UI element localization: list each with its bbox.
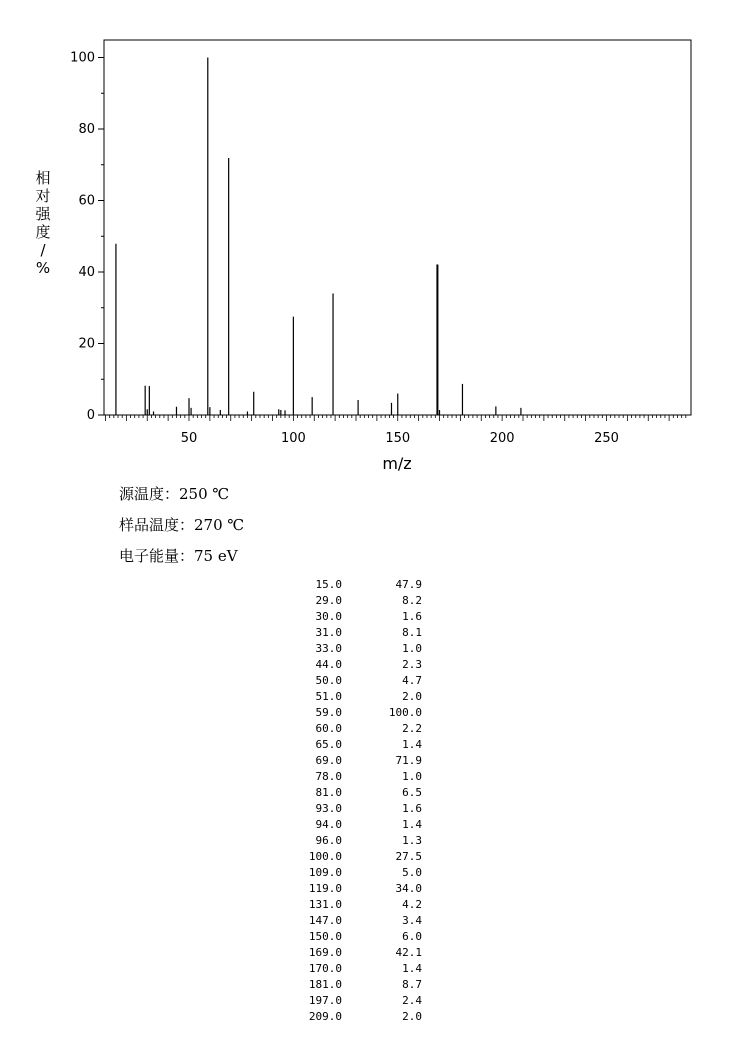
table-row — [270, 1009, 422, 1025]
plot-frame — [104, 40, 691, 415]
table-row — [270, 833, 422, 849]
source-temperature: 源温度：250 ℃ — [119, 485, 230, 503]
table-row — [270, 657, 422, 673]
x-tick-label: 250 — [594, 431, 619, 446]
mz-cell: 209.0 — [308, 1010, 342, 1023]
mz-cell: 59.0 — [315, 706, 342, 719]
table-row — [270, 705, 422, 721]
table-row — [270, 913, 422, 929]
x-tick-label: 50 — [180, 431, 198, 446]
y-tick-label: 80 — [78, 122, 95, 137]
intensity-cell: 1.4 — [402, 818, 422, 831]
mz-cell: 181.0 — [308, 978, 342, 991]
intensity-cell: 1.4 — [402, 962, 422, 975]
intensity-cell: 2.4 — [402, 994, 422, 1007]
intensity-cell: 6.5 — [402, 786, 422, 799]
y-tick-label: 0 — [86, 408, 95, 423]
table-row — [270, 929, 422, 945]
intensity-cell: 8.1 — [402, 626, 422, 639]
sample-temperature: 样品温度：270 ℃ — [119, 516, 245, 534]
mz-cell: 119.0 — [308, 882, 342, 895]
y-tick-label: 40 — [78, 265, 95, 280]
intensity-cell: 4.7 — [402, 674, 422, 687]
mz-cell: 44.0 — [315, 658, 342, 671]
y-axis-title: 相对强度/ % — [35, 169, 51, 277]
y-tick-label: 100 — [70, 50, 95, 66]
mz-cell: 197.0 — [308, 994, 342, 1007]
peak-bars — [116, 58, 521, 416]
intensity-cell: 3.4 — [402, 914, 422, 927]
table-row — [270, 801, 422, 817]
x-tick-label: 150 — [385, 431, 411, 446]
mz-cell: 150.0 — [308, 930, 342, 943]
table-row — [270, 673, 422, 689]
intensity-cell: 100.0 — [388, 706, 422, 719]
table-row — [270, 737, 422, 753]
table-row — [270, 817, 422, 833]
intensity-cell: 8.7 — [402, 978, 422, 991]
intensity-cell: 6.0 — [402, 930, 422, 943]
x-tick-label: 100 — [280, 431, 306, 446]
mass-spectrum-chart — [0, 0, 737, 480]
x-tick-label: 200 — [489, 431, 515, 446]
table-row — [270, 769, 422, 785]
table-row — [270, 625, 422, 641]
mz-cell: 69.0 — [315, 754, 342, 767]
mz-cell: 81.0 — [315, 786, 342, 799]
intensity-cell: 34.0 — [395, 882, 422, 895]
intensity-cell: 4.2 — [402, 898, 422, 911]
mz-cell: 65.0 — [315, 738, 342, 751]
x-axis — [106, 415, 686, 446]
intensity-cell: 5.0 — [402, 866, 422, 879]
table-row — [270, 721, 422, 737]
table-row — [270, 977, 422, 993]
y-tick-label: 20 — [78, 336, 95, 352]
mz-cell: 15.0 — [315, 578, 342, 591]
table-row — [270, 577, 422, 593]
intensity-cell: 1.0 — [402, 642, 422, 655]
intensity-cell: 2.3 — [402, 658, 422, 671]
table-row — [270, 945, 422, 961]
intensity-cell: 2.2 — [402, 722, 422, 735]
intensity-cell: 47.9 — [395, 578, 422, 591]
table-row — [270, 753, 422, 769]
mz-cell: 131.0 — [308, 898, 342, 911]
intensity-cell: 42.1 — [395, 946, 422, 959]
table-row — [270, 897, 422, 913]
mz-cell: 93.0 — [315, 802, 342, 815]
mz-cell: 170.0 — [308, 962, 342, 975]
y-tick-label: 60 — [78, 193, 95, 209]
table-row — [270, 593, 422, 609]
table-row — [270, 849, 422, 865]
mz-cell: 30.0 — [315, 610, 342, 623]
mz-cell: 78.0 — [315, 770, 342, 783]
electron-energy: 电子能量：75 eV — [119, 547, 238, 565]
intensity-cell: 1.6 — [402, 802, 422, 815]
mz-cell: 169.0 — [308, 946, 342, 959]
mz-cell: 109.0 — [308, 866, 342, 879]
intensity-cell: 1.3 — [402, 834, 422, 847]
intensity-cell: 8.2 — [402, 594, 422, 607]
mz-cell: 100.0 — [308, 850, 342, 863]
table-row — [270, 961, 422, 977]
table-row — [270, 641, 422, 657]
mz-cell: 29.0 — [315, 594, 342, 607]
intensity-cell: 2.0 — [402, 690, 422, 703]
peak-list-table — [270, 577, 422, 1025]
table-row — [270, 785, 422, 801]
mz-cell: 60.0 — [315, 722, 342, 735]
intensity-cell: 71.9 — [395, 754, 422, 767]
mz-cell: 31.0 — [315, 626, 342, 639]
x-axis-title: m/z — [382, 454, 412, 473]
mz-cell: 50.0 — [315, 674, 342, 687]
table-row — [270, 689, 422, 705]
intensity-cell: 27.5 — [395, 850, 422, 863]
mz-cell: 33.0 — [315, 642, 342, 655]
table-row — [270, 609, 422, 625]
intensity-cell: 1.0 — [402, 770, 422, 783]
mz-cell: 147.0 — [308, 914, 342, 927]
table-row — [270, 881, 422, 897]
intensity-cell: 1.6 — [402, 610, 422, 623]
intensity-cell: 1.4 — [402, 738, 422, 751]
mz-cell: 51.0 — [315, 690, 342, 703]
table-row — [270, 865, 422, 881]
y-axis — [70, 51, 104, 424]
mz-cell: 96.0 — [315, 834, 342, 847]
mz-cell: 94.0 — [315, 818, 342, 831]
table-row — [270, 993, 422, 1009]
intensity-cell: 2.0 — [402, 1010, 422, 1023]
